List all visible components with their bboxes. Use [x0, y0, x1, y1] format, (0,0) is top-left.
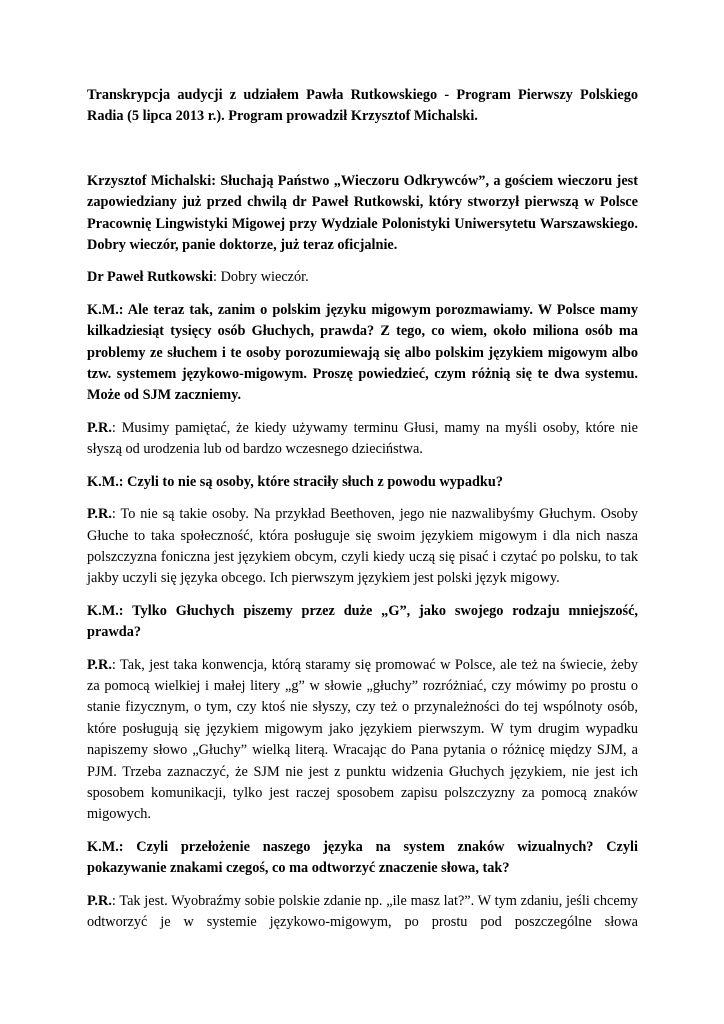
speaker-label: P.R.	[87, 506, 112, 523]
paragraph-response-4	[87, 655, 638, 826]
paragraph-question-4	[87, 837, 638, 880]
response-text: : Tak jest. Wyobraźmy sobie polskie zdanie np. „ile masz lat?”. W tym zdaniu, jeśli chcemy odtworzyć je w systemie językowo-migowym, po prostu pod poszczególne słowa	[87, 892, 638, 930]
paragraph-intro	[87, 171, 638, 257]
response-text: : Dobry wieczór.	[213, 269, 309, 286]
question-text: K.M.: Ale teraz tak, zanim o polskim języku migowym porozmawiamy. W Polsce mamy kilkadziesiąt tysięcy osób Głuchych, prawda? Z tego, co wiem, około miliona osób ma problemy ze słuchem i te osoby porozumiewają się albo polskim językiem migowym albo tzw. systemem językowo-migowym. Proszę powiedzieć, czym różnią się te dwa systemu. Może od SJM zaczniemy.	[87, 301, 638, 404]
paragraph-question-1	[87, 300, 638, 407]
speaker-label: Dr Paweł Rutkowski	[87, 269, 214, 286]
paragraph-response-5	[87, 891, 638, 934]
host-intro-text: Krzysztof Michalski: Słuchają Państwo „Wieczoru Odkrywców”, a gościem wieczoru jest zapowiedziany już przed chwilą dr Paweł Rutkowski, który stworzył pierwszą w Polsce Pracownię Lingwistyki Migowej przy Wydziale Polonistyki Uniwersytetu Warszawskiego. Dobry wieczór, panie doktorze, już teraz oficjalnie.	[87, 172, 638, 254]
speaker-label: P.R.	[87, 656, 112, 673]
speaker-label: P.R.	[87, 892, 112, 909]
document-title	[87, 85, 638, 128]
paragraph-question-2	[87, 472, 638, 493]
question-text: K.M.: Tylko Głuchych piszemy przez duże „G”, jako swojego rodzaju mniejszość, prawda?	[87, 602, 638, 641]
paragraph-response-3	[87, 504, 638, 590]
response-text: : Musimy pamiętać, że kiedy używamy terminu Głusi, mamy na myśli osoby, które nie słyszą od urodzenia lub od bardzo wczesnego dzieciństwa.	[87, 419, 638, 458]
document-content	[87, 85, 638, 944]
question-text: K.M.: Czyli to nie są osoby, które straciły słuch z powodu wypadku?	[87, 473, 503, 490]
response-text: : Tak, jest taka konwencja, którą staramy się promować w Polsce, ale też na świecie, żeby za pomocą wielkiej i małej litery „g” w słowie „głuchy” rozróżniać, czy mówimy po prostu o stanie fizycznym, o tym, czy ktoś nie słyszy, czy też o przynależności do tej wspólnoty osób, które posługują się językiem migowym jako językiem pierwszym. W tym drugim wypadku napiszemy słowo „Głuchy” wielką literą. Wracając do Pana pytania o różnicę między SJM, a PJM. Trzeba zaznaczyć, że SJM nie jest z punktu widzenia Głuchych językiem, nie jest ich sposobem komunikacji, tylko jest raczej sposobem zapisu polszczyzny za pomocą znaków migowych.	[87, 656, 638, 823]
paragraph-response-2	[87, 418, 638, 461]
speaker-label: P.R.	[87, 419, 112, 436]
paragraph-question-3	[87, 601, 638, 644]
paragraph-response-1	[87, 267, 638, 288]
title-text: Transkrypcja audycji z udziałem Pawła Rutkowskiego - Program Pierwszy Polskiego Radia (5 lipca 2013 r.). Program prowadził Krzysztof Michalski.	[87, 87, 638, 125]
response-text: : To nie są takie osoby. Na przykład Beethoven, jego nie nazwalibyśmy Głuchym. Osoby Głuche to taka społeczność, która posługuje się swoim językiem migowym i dla nich nasza polszczyzna foniczna jest językiem obcym, czyli kiedy uczą się pisać i czytać po polsku, to tak jakby uczyli się języka obcego. Ich pierwszym językiem jest polski język migowy.	[87, 506, 638, 587]
question-text: K.M.: Czyli przełożenie naszego języka na system znaków wizualnych? Czyli pokazywanie znakami czegoś, co ma odtworzyć znaczenie słowa, tak?	[87, 838, 638, 877]
